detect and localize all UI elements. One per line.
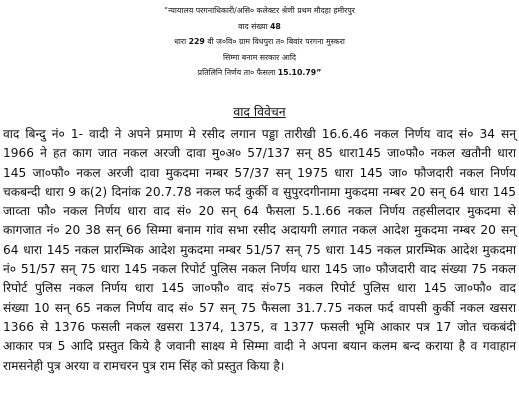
body-paragraph	[3, 125, 516, 376]
body-line: रिपोर्ट पुलिस नकल निर्णय धारा 145 जा०फौ० वाद सं०75 नकल रिपोर्ट पुलिस धारा 145 जा०फौ० वाद	[3, 281, 516, 296]
body-line: 1966 ने हत काग जात नकल अरजी दावा मु०अ० 57/137 सन् 85 धारा145 जा०फौ० नकल खतौनी धारा	[3, 146, 516, 161]
body-line: चकबन्दी धारा 9 क(2) दिनांक 20.7.78 नकल फर्द कुर्की व सुपुरदगीनामा मुकदमा नम्बर 20 सन् 64 धारा 145	[3, 184, 516, 199]
body-line: आकार पत्र 5 आदि प्रस्तुत किये है जवानी साक्ष्य मे सिम्मा वादी ने अपना बयान कलम बन्द कराया है व गवाहान	[3, 339, 516, 354]
case-number-line	[0, 19, 519, 35]
case-number-label: वाद संख्या	[238, 21, 270, 31]
body-line: 1366 से 1376 फसली नकल खसरा 1374, 1375, व 1377 फसली भूमि आकार पत्र 17 जोत चकबंदी	[3, 319, 516, 334]
body-line: 64 धारा 145 नकल प्रारम्भिक आदेश मुकदमा नम्बर 51/57 सन् 75 धारा 145 नकल प्रारम्भिक आदेश मुकदमा	[3, 242, 516, 257]
village-info: वी ज०वि० ग्राम विधपुरा त० बिवांर परगना मुस्करा	[204, 37, 345, 47]
body-line: रामसनेही पुत्र अरया व रामचरन पुत्र राम सिंह को प्रस्तुत किया है।	[3, 358, 285, 373]
parties: सिम्मा बनाम सरकार आदि	[223, 52, 296, 62]
judgment-date: 15.10.79”	[277, 68, 322, 78]
court-name: “न्यायालय परगनाधिकारी/असि० कलेक्टर श्रेणी प्रथम मौदहा हमीरपुर	[164, 6, 355, 15]
section-label: धारा	[174, 37, 189, 47]
parties-line	[0, 50, 519, 66]
section-title: वाद विवेचन	[233, 104, 286, 119]
body-line: संख्या 10 सन् 65 नकल निर्णय वाद सं० 57 सन् 75 फैसला 31.7.75 नकल फर्द वापसी कुर्की नकल खसरा	[3, 300, 516, 315]
body-line: कागजात नं० 20 38 सन् 66 सिम्मा बनाम गांव सभा रसीद अदायगी लगात नकल आदेश मुकदमा नम्बर 20 सन्	[3, 223, 516, 238]
judgment-date-line	[0, 65, 519, 81]
court-name-line	[0, 3, 519, 19]
body-line: नं० 51/57 सन् 75 धारा 145 नकल रिपोर्ट पुलिस नकल निर्णय धारा 145 जा० फौजदारी वाद संख्या 75 नकल	[3, 262, 516, 277]
body-line: वाद बिन्दु नं० 1- वादी ने अपने प्रमाण मे रसीद लगान पड्डा तारीखी 16.6.46 नकल निर्णय वाद सं० 34 सन्	[3, 127, 516, 141]
case-number: 48	[269, 21, 281, 31]
body-line: जाव्ता फौ० नकल निर्णय धारा वाद सं० 20 सन् 64 फैसला 5.1.66 नकल निर्णय तहसीलदार मुकदमा से	[3, 204, 516, 219]
judgment-copy-label: प्रतिलिनि निर्णय ता० फैसला	[197, 68, 278, 78]
section-number: 229	[188, 37, 205, 47]
body-line: 145 जा०फौ० नकल अरजी दावा मुकदमा नम्बर 57/37 सन् 1975 धारा 145 जा० फौजदारी नकल निर्णय	[3, 165, 516, 180]
section-village-line	[0, 34, 519, 50]
case-heading	[0, 3, 519, 81]
